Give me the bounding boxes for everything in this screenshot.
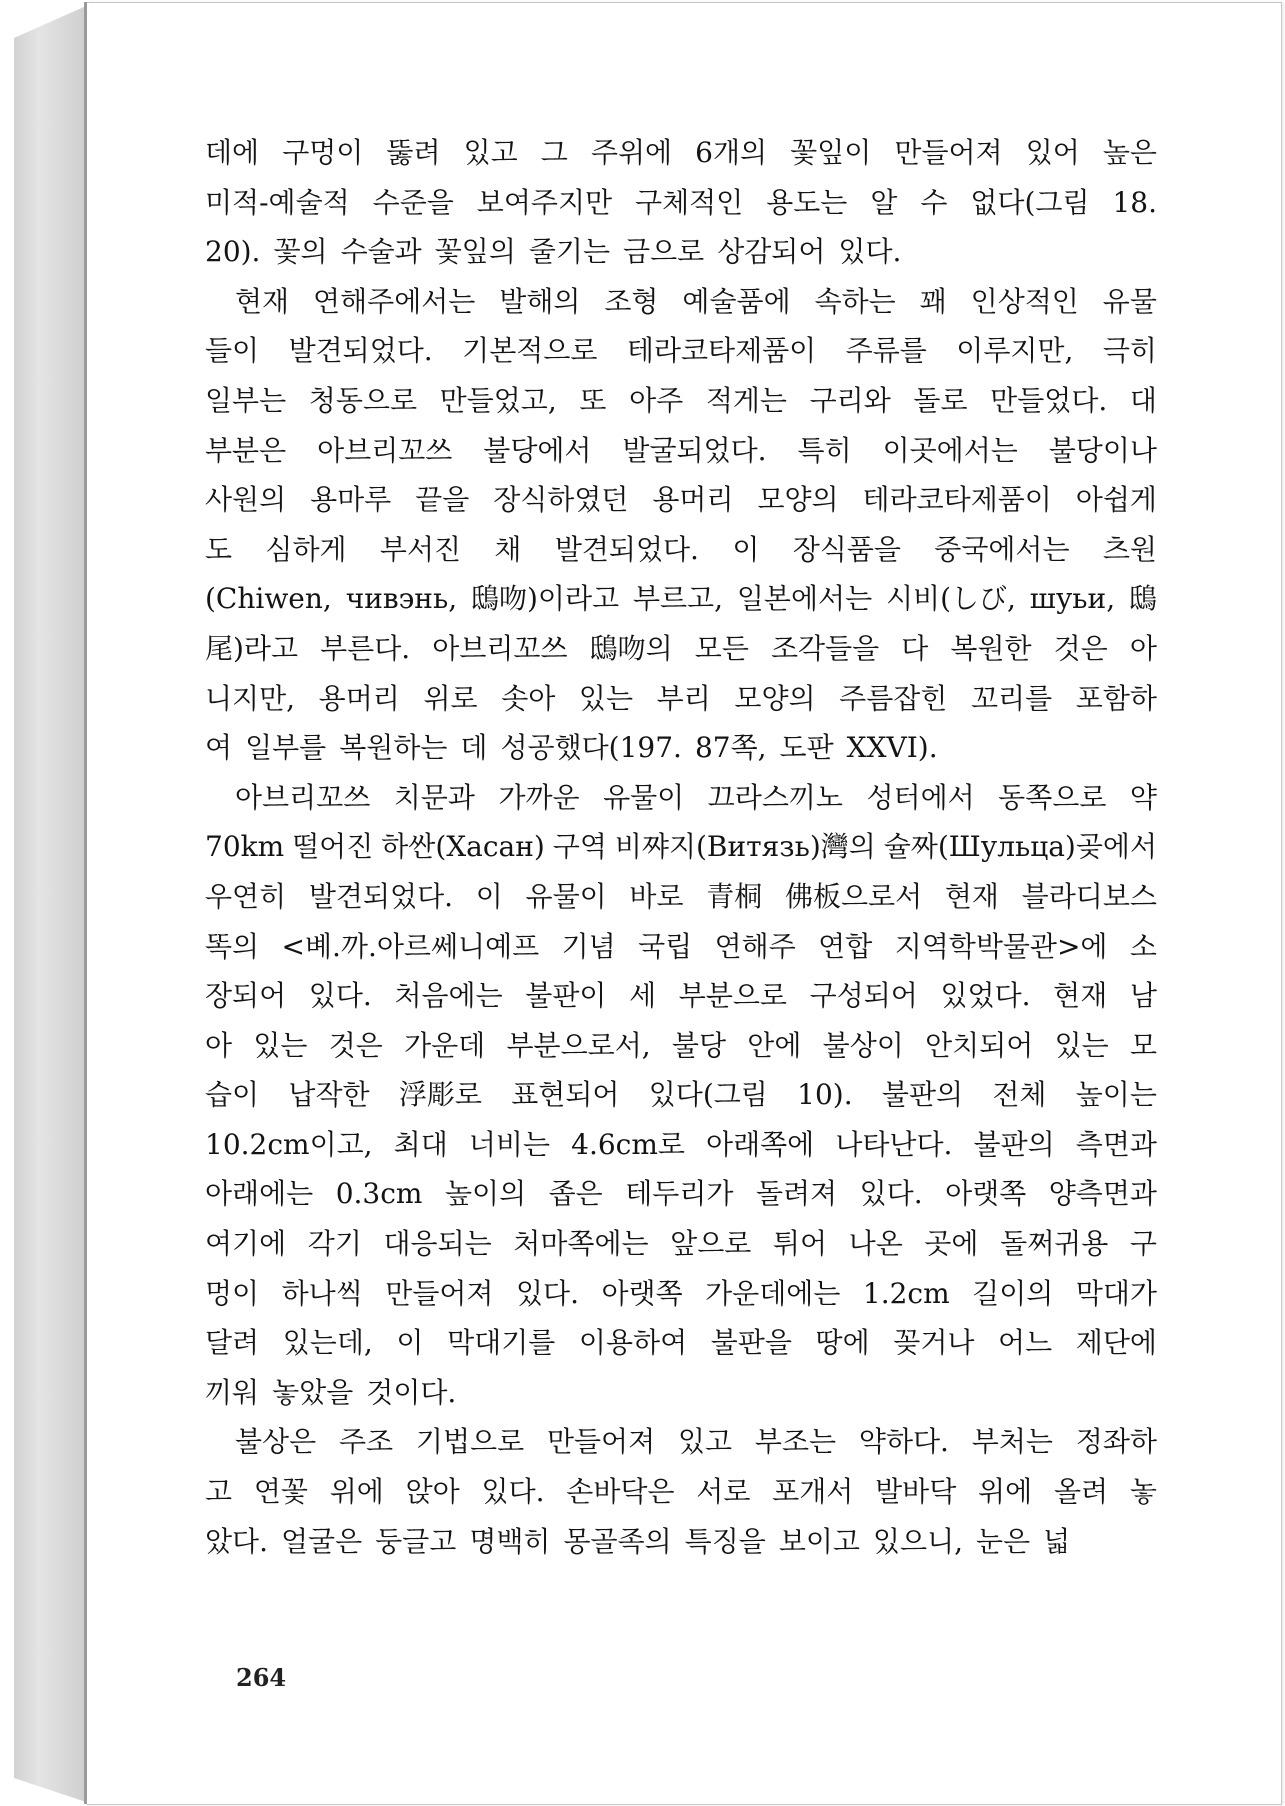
text-line: [205, 280, 1157, 330]
word: 있는: [253, 1028, 308, 1062]
word: 둥글고: [375, 1524, 457, 1558]
word: 상감되어: [717, 235, 826, 269]
word: 鴟吻의: [589, 631, 673, 665]
word: 조형: [604, 284, 659, 318]
word: 전체: [992, 1078, 1047, 1112]
word: 있다(그림: [648, 1078, 768, 1112]
word: 구멍이: [282, 136, 364, 169]
word: 浮彫로: [398, 1078, 482, 1112]
word: 안치되어: [925, 1028, 1034, 1062]
word: 그: [540, 136, 568, 169]
text-line: [205, 1024, 1157, 1074]
word: 이: [732, 532, 760, 566]
word: 용머리: [652, 483, 734, 517]
word: 모양의: [734, 681, 816, 715]
word: 있는데,: [282, 1326, 373, 1360]
word: 명백히: [469, 1524, 551, 1558]
word: 구체적인: [635, 185, 744, 219]
word: 연해주에서는: [313, 284, 476, 318]
word: 가까운: [498, 780, 580, 814]
word: 주조: [338, 1425, 394, 1459]
word: 미적-예술적: [205, 185, 350, 219]
word: 높이의: [444, 1177, 527, 1211]
word: 있다.: [838, 235, 902, 269]
text-line: [205, 379, 1157, 429]
word: 장되어: [205, 979, 287, 1013]
word: 부리: [656, 681, 711, 715]
word: 동쪽으로: [998, 780, 1107, 814]
word: 가운데에는: [705, 1276, 841, 1310]
word: 6개의: [695, 136, 768, 169]
word: 장식품을: [792, 532, 901, 566]
word: 돌쩌귀용: [1000, 1227, 1109, 1261]
word: 막대가: [1075, 1276, 1157, 1310]
word: 꽃의: [273, 235, 328, 269]
word: 구: [1129, 1227, 1157, 1261]
word: 비쨔지(Витязь)灣의: [614, 830, 876, 864]
word: 대: [1129, 383, 1157, 417]
word: 알: [870, 185, 898, 219]
word: 꼬리를: [971, 681, 1053, 715]
word: 나타난다.: [835, 1127, 953, 1161]
word: 발해의: [499, 284, 581, 318]
word: 아쉽게: [1075, 483, 1157, 517]
word: 측면과: [1075, 1127, 1157, 1161]
word: 고: [205, 1475, 233, 1509]
word: 있고: [463, 136, 518, 169]
text-line: [205, 1073, 1157, 1123]
word: 극히: [1102, 334, 1157, 368]
word: 데: [460, 731, 488, 765]
text-line: [205, 1123, 1157, 1173]
text-line: [205, 1520, 1157, 1570]
word: 다: [901, 631, 929, 665]
word: 발견되었다.: [288, 334, 433, 368]
word: 제단에: [1075, 1326, 1157, 1360]
word: 수술과: [340, 235, 422, 269]
word: 손바닥은: [566, 1475, 675, 1509]
word: 최대: [393, 1127, 448, 1161]
word: 있으니,: [872, 1524, 964, 1558]
word: 데에: [205, 136, 260, 169]
word: 납작한: [288, 1078, 370, 1112]
word: 이용하여: [578, 1326, 688, 1360]
word: 대응되는: [383, 1227, 492, 1261]
word: 불상은: [235, 1425, 317, 1459]
word: 것이다.: [366, 1375, 457, 1409]
word: <볘.까.아르쎄니예프: [281, 929, 540, 963]
word: 아브리꼬쓰: [235, 780, 371, 814]
word: 만들었다.: [990, 383, 1108, 417]
word: 10.2cm이고,: [205, 1127, 373, 1161]
word: 있는: [1054, 1028, 1109, 1062]
word: 青桐: [706, 879, 763, 913]
word: 똑의: [205, 929, 260, 963]
word: 약하다.: [858, 1425, 949, 1459]
word: 떨어진: [292, 830, 374, 864]
body-text: [205, 131, 1157, 1569]
word: 정좌하: [1075, 1425, 1157, 1459]
word: 이: [475, 879, 503, 913]
word: 현재: [235, 284, 290, 318]
word: 사원의: [205, 483, 287, 517]
word: 복원한: [950, 631, 1032, 665]
word: шуьи,: [1029, 582, 1116, 616]
text-line: [205, 677, 1157, 727]
word: 수준을: [372, 185, 454, 219]
word: 꽃잎이: [790, 136, 872, 169]
text-line: [205, 131, 1157, 181]
word: 처마쪽에는: [513, 1227, 649, 1261]
word: 앉아: [405, 1475, 460, 1509]
word: 테두리가: [625, 1177, 734, 1211]
word: 있고: [677, 1425, 733, 1459]
word: 여기에: [205, 1227, 287, 1261]
word: 아: [205, 1028, 233, 1062]
word: 조각들을: [770, 631, 880, 665]
word: 테라코타제품이: [862, 483, 1052, 517]
word: 여: [205, 731, 233, 765]
word: 채: [494, 532, 522, 566]
word: XXVI).: [846, 731, 938, 765]
word: 성공했다(197.: [500, 731, 682, 765]
word: 현재: [944, 879, 999, 913]
text-line: [205, 875, 1157, 925]
word: 끼워: [205, 1375, 260, 1409]
word: 부서진: [379, 532, 462, 566]
word: 만들어져: [546, 1425, 656, 1459]
word: 4.6cm로: [571, 1127, 685, 1161]
word: 이: [396, 1326, 424, 1360]
text-line: [205, 1420, 1157, 1470]
word: 있는: [578, 681, 634, 715]
word: 유물: [1102, 284, 1157, 318]
word: 츠원: [1102, 532, 1157, 566]
text-line: [205, 974, 1157, 1024]
word: 있어: [1025, 136, 1080, 169]
text-line: [205, 230, 1157, 280]
word: 돌려져: [755, 1177, 838, 1211]
word: 연꽃: [253, 1475, 308, 1509]
word: 복원하는: [339, 731, 448, 765]
word: 0.3cm: [335, 1177, 423, 1211]
word: 성터에서: [866, 780, 975, 814]
word: 불판의: [973, 1127, 1055, 1161]
word: 국립: [638, 929, 693, 963]
word: 부분으로: [678, 979, 787, 1013]
word: 서로: [696, 1475, 751, 1509]
word: 모든: [694, 631, 749, 665]
word: 양측면과: [1048, 1177, 1157, 1211]
word: 보이고: [778, 1524, 860, 1558]
word: 각기: [307, 1227, 362, 1261]
word: 위에: [329, 1475, 384, 1509]
word: 발견되었다.: [308, 879, 454, 913]
word: 아브리꼬쓰: [317, 433, 453, 467]
word: 모: [1129, 1028, 1157, 1062]
word: 일부는: [205, 383, 287, 417]
word: 꽤: [919, 284, 947, 318]
word: 어느: [998, 1326, 1053, 1360]
word: 아브리꼬쓰: [432, 631, 568, 665]
word: 1.2cm: [862, 1276, 950, 1310]
word: 끝을: [415, 483, 470, 517]
book-spine: [14, 6, 86, 1802]
word: 주류를: [845, 334, 927, 368]
word: 유물이: [603, 780, 685, 814]
word: 특징을: [684, 1524, 766, 1558]
word: 우연히: [205, 879, 287, 913]
word: 놓았을: [272, 1375, 354, 1409]
word: 금으로: [623, 235, 705, 269]
word: 수: [920, 185, 948, 219]
word: 18.: [1112, 185, 1157, 219]
word: 불당이나: [1048, 433, 1157, 467]
word: 앞으로: [670, 1227, 752, 1261]
word: 얼굴은: [281, 1524, 363, 1558]
word: 현재: [1053, 979, 1108, 1013]
word: 있다.: [859, 1177, 923, 1211]
word: 막대기를: [447, 1326, 556, 1360]
word: 인상적인: [970, 284, 1079, 318]
word: 불상이: [822, 1028, 904, 1062]
word: 놓: [1129, 1475, 1157, 1509]
word: 슐짜(Шульца)곶에서: [883, 830, 1157, 864]
word: 적게는: [705, 383, 787, 417]
word: 약: [1129, 780, 1157, 814]
text-line: [205, 925, 1157, 975]
word: 표현되어: [511, 1078, 620, 1112]
word: 구리와: [809, 383, 891, 417]
word: 들이: [205, 334, 260, 368]
word: 구역: [552, 830, 607, 864]
word: 좁은: [548, 1177, 603, 1211]
word: 위에: [978, 1475, 1033, 1509]
word: 곳에: [924, 1227, 979, 1261]
word: 용마루: [310, 483, 392, 517]
word: 지역학박물관>에: [894, 929, 1108, 963]
word: 기법으로: [415, 1425, 525, 1459]
word: (Chiwen,: [205, 582, 332, 616]
word: 10).: [797, 1078, 853, 1112]
word: чивэнь,: [345, 582, 458, 616]
word: 바로: [629, 879, 684, 913]
word: 불판의: [881, 1078, 964, 1112]
word: 속하는: [814, 284, 896, 318]
word: 심하게: [265, 532, 347, 566]
word: 부분은: [205, 433, 287, 467]
word: 기념: [561, 929, 616, 963]
word: 鴟: [1128, 582, 1157, 616]
word: 꽃잎의: [434, 235, 516, 269]
word: 불판을: [710, 1326, 792, 1360]
word: 주위에: [590, 136, 673, 169]
text-line: [205, 1222, 1157, 1272]
word: 높이는: [1075, 1078, 1157, 1112]
word: 멍이: [205, 1276, 260, 1310]
word: 부처는: [971, 1425, 1053, 1459]
word: 높은: [1102, 136, 1157, 169]
word: 주름잡힌: [839, 681, 948, 715]
word: 나온: [848, 1227, 903, 1261]
word: 남: [1129, 979, 1157, 1013]
word: 몽골족의: [563, 1524, 672, 1558]
word: 것은: [328, 1028, 383, 1062]
text-line: [205, 429, 1157, 479]
word: 달려: [205, 1326, 260, 1360]
word: 안에: [747, 1028, 802, 1062]
word: 눈은: [976, 1524, 1031, 1558]
text-line: [205, 577, 1157, 627]
word: 발견되었다.: [554, 532, 699, 566]
word: 끄라스끼노: [707, 780, 843, 814]
word: 또: [579, 383, 607, 417]
word: 일본에서는: [736, 582, 873, 616]
word: 니지만,: [205, 681, 296, 715]
text-line: [205, 1470, 1157, 1520]
word: 있다.: [515, 1276, 579, 1310]
word: 20).: [205, 235, 261, 269]
word: 만들어져: [894, 136, 1003, 169]
word: 용도는: [766, 185, 848, 219]
text-line: [205, 1321, 1157, 1371]
text-line: [205, 825, 1157, 875]
word: 중국에서는: [934, 532, 1070, 566]
word: 위로: [423, 681, 478, 715]
word: 아래에는: [205, 1177, 314, 1211]
word: 하나씩: [281, 1276, 363, 1310]
word: 87쪽,: [694, 731, 767, 765]
word: 부르고,: [632, 582, 723, 616]
text-line: [205, 478, 1157, 528]
word: 뚫려: [386, 136, 441, 169]
word: 이루지만,: [956, 334, 1074, 368]
text-line: [205, 1371, 1157, 1421]
word: 만들어져: [385, 1276, 494, 1310]
word: 너비는: [468, 1127, 551, 1161]
word: 았다.: [205, 1524, 268, 1558]
word: 연합: [818, 929, 873, 963]
word: 부분으로서,: [506, 1028, 651, 1062]
word: 있었다.: [940, 979, 1031, 1013]
word: 발굴되었다.: [622, 433, 767, 467]
word: 일부를: [245, 731, 327, 765]
word: 아주: [629, 383, 684, 417]
word: 보여주지만: [476, 185, 613, 219]
text-line: [205, 627, 1157, 677]
word: 구성되어: [809, 979, 918, 1013]
word: 불판이: [525, 979, 607, 1013]
word: 꽂거나: [893, 1326, 975, 1360]
word: 70km: [205, 830, 285, 864]
word: 땅에: [815, 1326, 870, 1360]
word: 아랫쪽: [601, 1276, 683, 1310]
word: 길이의: [972, 1276, 1054, 1310]
word: 아: [1129, 631, 1157, 665]
word: 포개서: [772, 1475, 854, 1509]
word: 넓: [1043, 1524, 1071, 1558]
word: 청동으로: [308, 383, 417, 417]
word: 하싼(Хасан): [381, 830, 545, 864]
word: 올려: [1053, 1475, 1109, 1509]
word: 부른다.: [320, 631, 411, 665]
word: 습이: [205, 1078, 260, 1112]
word: 포함하: [1075, 681, 1157, 715]
word: 돌로: [913, 383, 968, 417]
word: 불당: [671, 1028, 727, 1062]
word: 있다.: [481, 1475, 545, 1509]
text-line: [205, 528, 1157, 578]
word: 아랫쪽: [945, 1177, 1027, 1211]
word: 있다.: [308, 979, 372, 1013]
word: 용머리: [318, 681, 400, 715]
text-line: [205, 181, 1157, 231]
word: 가운데: [404, 1028, 486, 1062]
word: 도: [205, 532, 233, 566]
word: 줄기는: [528, 235, 611, 269]
word: 鴟吻)이라고: [471, 582, 620, 616]
word: 테라코타제품이: [626, 334, 817, 368]
text-line: [205, 726, 1157, 776]
word: 소: [1129, 929, 1157, 963]
word: 발바닥: [875, 1475, 957, 1509]
word: 尾)라고: [205, 631, 299, 665]
word: 만들었고,: [439, 383, 557, 417]
word: 도판: [779, 731, 834, 765]
word: 장식하였던: [493, 483, 629, 517]
page-number: 264: [236, 1663, 287, 1692]
word: 유물이: [525, 879, 607, 913]
text-line: [205, 1172, 1157, 1222]
word: 모양의: [757, 483, 839, 517]
word: 불당에서: [483, 433, 592, 467]
word: 것은: [1053, 631, 1108, 665]
word: 佛板으로서: [784, 879, 923, 913]
word: 솟아: [501, 681, 556, 715]
word: 시비(しび,: [886, 582, 1016, 616]
text-line: [205, 329, 1157, 379]
word: 부조는: [754, 1425, 837, 1459]
word: 이곳에서는: [882, 433, 1018, 467]
word: 처음에는: [394, 979, 503, 1013]
word: 예술품에: [682, 284, 791, 318]
text-line: [205, 776, 1157, 826]
word: 없다(그림: [970, 185, 1090, 219]
word: 블라디보스: [1021, 879, 1157, 913]
word: 튀어: [772, 1227, 828, 1261]
word: 세: [629, 979, 657, 1013]
word: 연해주: [714, 929, 796, 963]
word: 아래쪽에: [706, 1127, 815, 1161]
word: 치문과: [393, 780, 475, 814]
text-line: [205, 1272, 1157, 1322]
word: 특히: [797, 433, 852, 467]
word: 기본적으로: [462, 334, 598, 368]
